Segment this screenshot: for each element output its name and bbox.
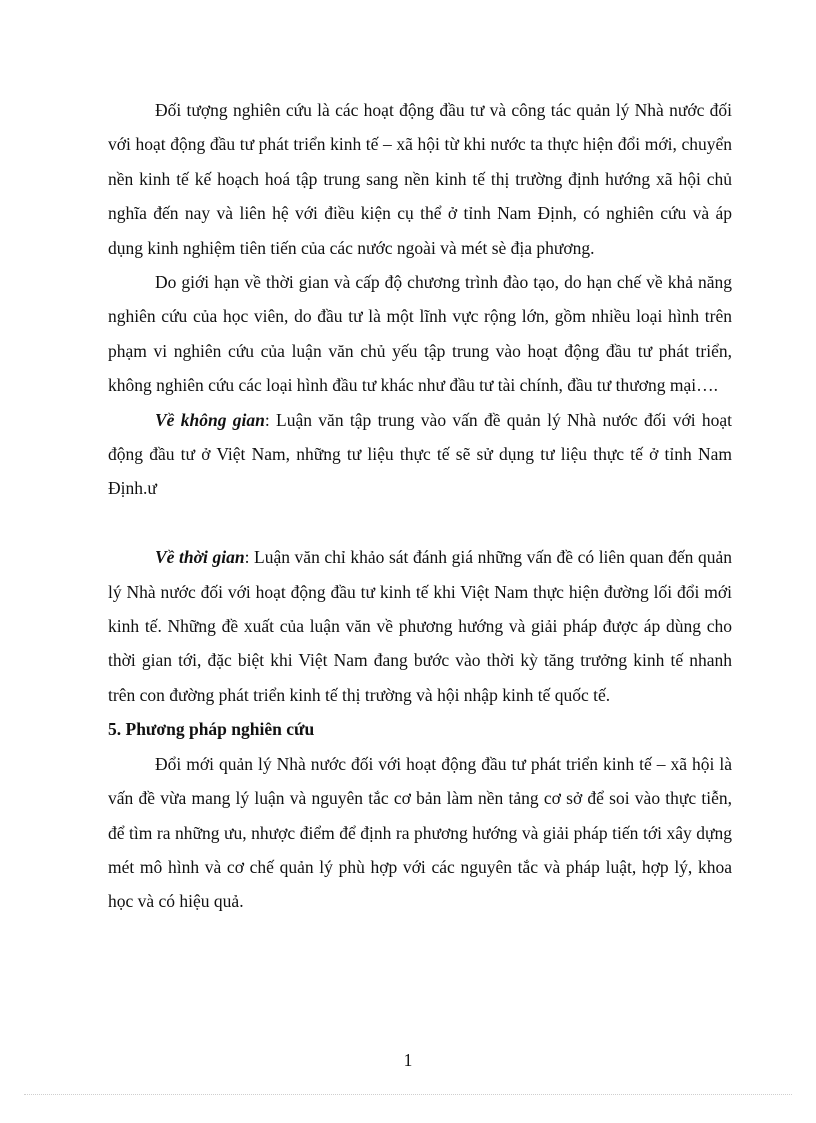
paragraph-space-scope	[108, 403, 732, 506]
paragraph-research-method: Đổi mới quản lý Nhà nước đối với hoạt động đầu tư phát triển kinh tế – xã hội là vấn đề vừa mang lý luận và nguyên tắc cơ bản làm nền tảng cơ sở để soi vào thực tiễn, để tìm ra những ưu, nhược điểm để định ra phương hướng và giải pháp tiến tới xây dựng mét mô hình và cơ chế quản lý phù hợp với các nguyên tắc và pháp luật, hợp lý, khoa học và có hiệu quả.	[108, 753, 732, 912]
page-number: 1	[403, 1050, 413, 1070]
blank-line	[108, 506, 732, 540]
space-scope-lead: Về không gian	[155, 409, 265, 430]
time-scope-text: : Luận văn chỉ khảo sát đánh giá những vấn đề có liên quan đến quản lý Nhà nước đối với hoạt động đầu tư kinh tế khi Việt Nam thực hiện đường lối đổi mới kinh tế. Những đề xuất của luận văn về phương hướng và giải pháp được áp dùng cho thời gian tới, đặc biệt khi Việt Nam đang bước vào thời kỳ tăng trưởng kinh tế nhanh trên con đường phát triển kinh tế thị trường và hội nhập kinh tế quốc tế.	[108, 547, 732, 705]
document-page	[108, 93, 732, 919]
paragraph-time-scope	[108, 540, 732, 712]
paragraph-research-limits: Do giới hạn về thời gian và cấp độ chương trình đào tạo, do hạn chế về khả năng nghiên cứu của học viên, do đầu tư là một lĩnh vực rộng lớn, gồm nhiều loại hình trên phạm vi nghiên cứu của luận văn chủ yếu tập trung vào hoạt động đầu tư phát triển, không nghiên cứu các loại hình đầu tư khác như đầu tư tài chính, đầu tư thương mại….	[108, 272, 732, 396]
paragraph-research-object: Đối tượng nghiên cứu là các hoạt động đầu tư và công tác quản lý Nhà nước đối với hoạt động đầu tư phát triển kinh tế – xã hội từ khi nước ta thực hiện đổi mới, chuyển nền kinh tế kế hoạch hoá tập trung sang nền kinh tế thị trường định hướng xã hội chủ nghĩa đến nay và liên hệ với điều kiện cụ thể ở tỉnh Nam Định, có nghiên cứu và áp dụng kinh nghiệm tiên tiến của các nước ngoài và mét sè địa phương.	[108, 100, 732, 258]
space-scope-text: : Luận văn tập trung vào vấn đề quản lý Nhà nước đối với hoạt động đầu tư ở Việt Nam, những tư liệu thực tế sẽ sử dụng tư liệu thực tế ở tỉnh Nam Định.ư	[108, 409, 733, 499]
page-bottom-rule	[24, 1094, 792, 1095]
section-heading: 5. Phương pháp nghiên cứu	[108, 719, 315, 740]
time-scope-lead: Về thời gian	[155, 547, 245, 568]
